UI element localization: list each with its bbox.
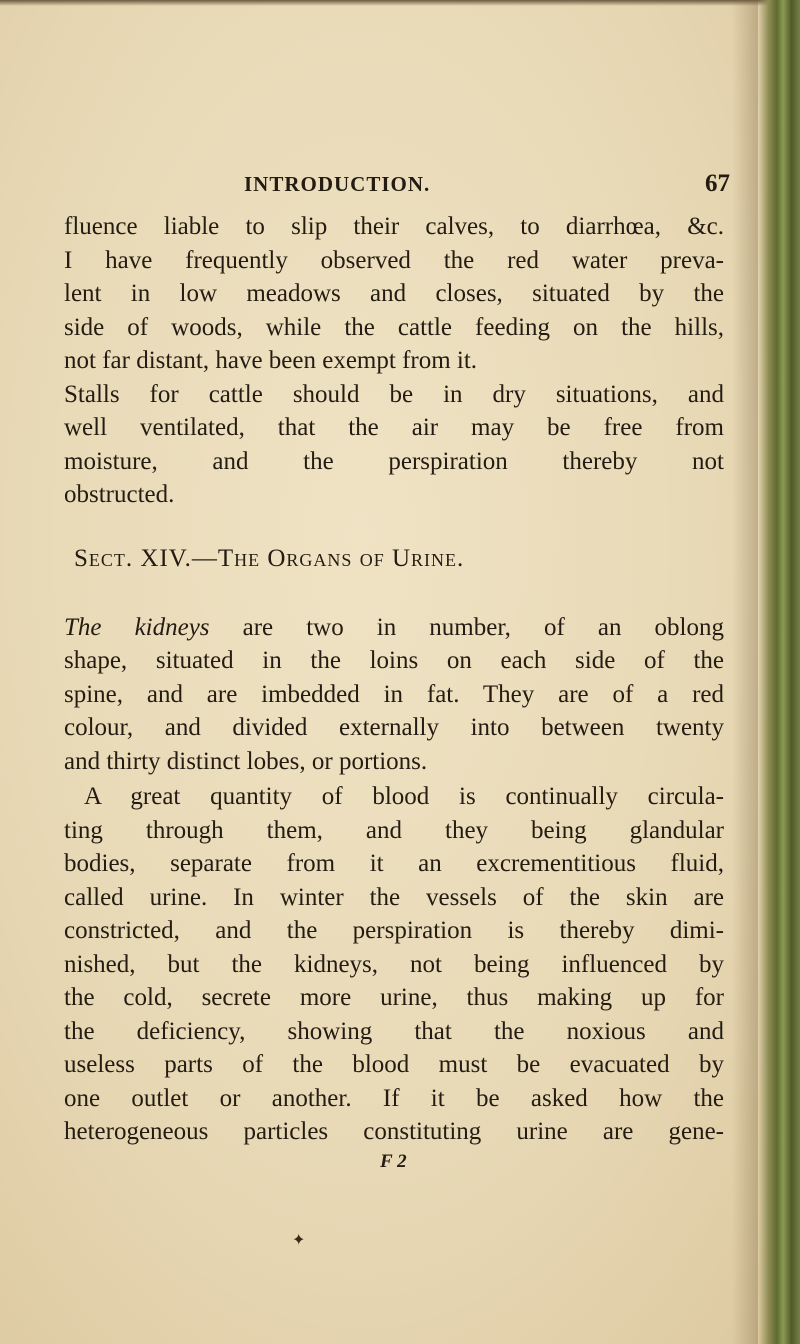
page-top-edge bbox=[0, 0, 780, 6]
text-line: bodies, separate from it an excrementitious fluid, bbox=[64, 850, 724, 877]
text-line: colour, and divided externally into between twenty bbox=[64, 714, 724, 741]
paragraph-stalls bbox=[64, 378, 724, 512]
italic-lead: The kidneys bbox=[64, 613, 210, 641]
text-line: heterogeneous particles constituting urine are gene- bbox=[64, 1118, 724, 1145]
paragraph-fluence bbox=[64, 210, 724, 378]
page-text bbox=[64, 170, 730, 1173]
text-line: well ventilated, that the air may be free from bbox=[64, 414, 724, 441]
text-line: obstructed. bbox=[64, 481, 175, 508]
text-line: lent in low meadows and closes, situated by the bbox=[64, 280, 724, 307]
paragraph-kidneys bbox=[64, 611, 724, 779]
text-line: not far distant, have been exempt from it. bbox=[64, 347, 478, 374]
section-heading: Sect. XIV.—The Organs of Urine. bbox=[74, 544, 465, 572]
text-line: moisture, and the perspiration thereby not bbox=[64, 447, 724, 475]
text-line: spine, and are imbedded in fat. They are of a red bbox=[64, 680, 724, 708]
text-line: one outlet or another. If it be asked how the bbox=[64, 1084, 724, 1112]
book-spine-edge bbox=[758, 0, 800, 1344]
signature-mark: F 2 bbox=[380, 1150, 407, 1172]
text-line: useless parts of the blood must be evacuated by bbox=[64, 1051, 724, 1078]
text-line: and thirty distinct lobes, or portions. bbox=[64, 747, 428, 775]
text-line: constricted, and the perspiration is thereby dimi- bbox=[64, 917, 724, 944]
text-line: ting through them, and they being glandular bbox=[64, 816, 724, 844]
text-line: called urine. In winter the vessels of the skin are bbox=[64, 883, 724, 911]
text-line: Stalls for cattle should be in dry situations, and bbox=[64, 380, 724, 408]
running-head bbox=[244, 170, 730, 198]
page-number: 67 bbox=[705, 170, 730, 197]
text-line: A great quantity of blood is continually circula- bbox=[84, 783, 724, 810]
gutter-shadow bbox=[732, 0, 758, 1344]
text-line: the cold, secrete more urine, thus making up for bbox=[64, 984, 724, 1011]
text-line: side of woods, while the cattle feeding on the hills, bbox=[64, 313, 724, 341]
text-line: I have frequently observed the red water preva- bbox=[64, 246, 724, 274]
text-line: shape, situated in the loins on each side of the bbox=[64, 647, 724, 674]
paragraph-blood bbox=[64, 780, 724, 1149]
text-line: nished, but the kidneys, not being influenced by bbox=[64, 950, 724, 978]
text-line: fluence liable to slip their calves, to diarrhœa, &c. bbox=[64, 213, 724, 240]
text-line: the deficiency, showing that the noxious and bbox=[64, 1017, 724, 1045]
stray-ink-mark: ✦ bbox=[292, 1230, 306, 1249]
text-line bbox=[64, 611, 724, 645]
running-head-title: INTRODUCTION. bbox=[244, 172, 431, 196]
text-run: are two in number, of an oblong bbox=[209, 613, 724, 641]
